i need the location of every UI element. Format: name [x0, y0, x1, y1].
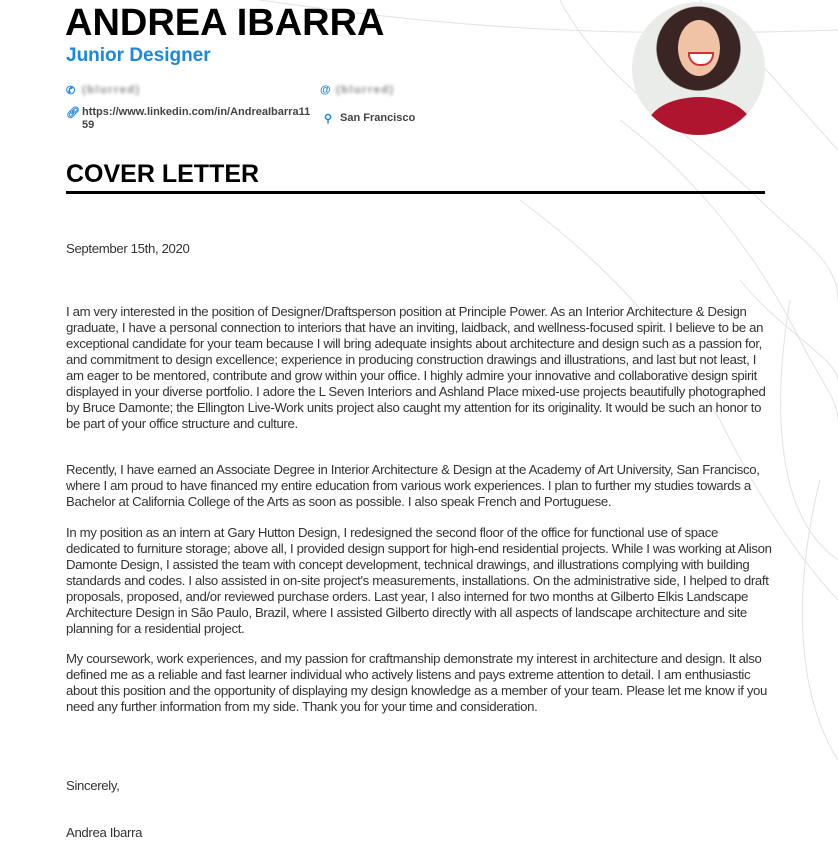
paragraph-2: Recently, I have earned an Associate Degree in Interior Architecture & Design at the Academy of Art University, San Francisco, where I am proud to have financed my entire education from various work experiences. I plan to further my studies towards a Bachelor at California College of the Arts as soon as possible. I also speak French and Portuguese. [66, 462, 760, 509]
section-divider [66, 191, 765, 194]
candidate-name: ANDREA IBARRA [65, 2, 385, 44]
profile-photo [632, 2, 765, 135]
job-title: Junior Designer [66, 45, 211, 66]
location-contact [324, 112, 415, 125]
email-contact [320, 84, 395, 96]
email-blurred: (blurred) [336, 84, 395, 96]
closing: Sincerely, [66, 778, 120, 793]
phone-icon: ✆ [66, 85, 76, 97]
location-text: San Francisco [340, 112, 416, 124]
linkedin-url[interactable]: https://www.linkedin.com/in/AndreaIbarra1159 [82, 106, 311, 131]
paragraph-3: In my position as an intern at Gary Hutton Design, I redesigned the second floor of the office for functional use of space dedicated to furniture storage; above all, I provided design support for high-end residential projects. While I was working at Alison Damonte Design, I assisted the team with concept development, technical drawings, and illustrations complying with building standards and codes. I also assisted in on-site project's measurements, installations. On the administrative side, I helped to draft proposals, proposed, and/or reviewed purchase orders. Last year, I also interned for two months at Gilberto Elkis Landscape Architecture Design in São Paulo, Brazil, where I assisted Gilberto directly with all aspects of landscape architecture and site planning for a residential project. [66, 525, 772, 636]
at-icon: @ [320, 84, 331, 96]
phone-blurred: (blurred) [82, 84, 141, 96]
map-pin-icon: ⚲ [324, 113, 333, 125]
signature: Andrea Ibarra [66, 825, 143, 840]
linkedin-contact[interactable] [66, 106, 316, 132]
link-icon: 🔗︎ [66, 107, 80, 119]
paragraph-4: My coursework, work experiences, and my passion for craftmanship demonstrate my interest in architecture and design. It also defined me as a reliable and fast learner individual who actively listens and pays extreme attention to detail. I am enthusiastic about this position and the opportunity of displaying my design knowledge as a member of your team. Please let me know if you need any further information from my side. Thank you for your time and consideration. [66, 651, 768, 714]
section-title: COVER LETTER [66, 160, 260, 188]
letter-date: September 15th, 2020 [66, 241, 190, 256]
paragraph-1: I am very interested in the position of Designer/Draftsperson position at Principle Power. As an Interior Architecture & Design graduate, I have a personal connection to interiors that have an inviting, laidback, and wellness-focused spirit. I believe to be an exceptional candidate for your team because I will bring adequate insights about architecture and design such as a passion for, and commitment to design excellence; experience in producing construction drawings and illustrations, and last but not least, I am eager to be mentored, contribute and grow within your office. I highly admire your innovative and collaborative design spirit displayed in your diverse portfolio. I adore the L Seven Interiors and Ashland Place mixed-use projects beautifully photographed by Bruce Damonte; the Ellington Live-Work units project also caught my attention for its originality. It would be such an honor to be part of your office structure and culture. [66, 304, 766, 431]
phone-contact [66, 84, 141, 97]
